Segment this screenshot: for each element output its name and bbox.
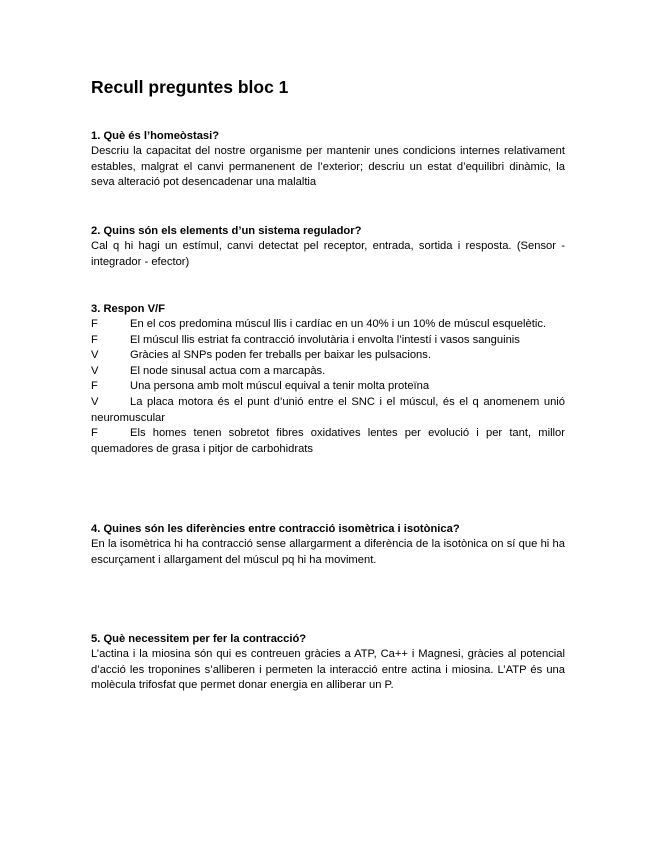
answer-mark: V	[91, 364, 99, 377]
question-3	[91, 301, 565, 457]
answer-mark: V	[91, 349, 99, 362]
true-false-item	[91, 348, 565, 364]
statement-text: Els homes tenen sobretot fibres oxidatives lentes per evolució i per tant, millor quemadores de grasa i pitjor de carbohidrats	[91, 427, 565, 455]
question-2	[91, 223, 565, 270]
question-4-answer: En la isomètrica hi ha contracció sense allargarment a diferència de la isotònica on sí que hi ha escurçament i allargament del múscul pq hi ha moviment.	[91, 538, 565, 566]
true-false-list	[91, 317, 565, 457]
question-5	[91, 631, 565, 694]
question-1	[91, 128, 565, 191]
statement-text: El múscul llis estriat fa contracció involutària i envolta l’intestí i vasos sanguinis	[130, 333, 520, 346]
question-4-heading: 4. Quines són les diferències entre contracció isomètrica i isotònica?	[91, 523, 460, 535]
answer-mark: F	[91, 318, 98, 330]
statement-text: Una persona amb molt múscul equival a tenir molta proteïna	[130, 380, 430, 393]
question-5-answer: L’actina i la miosina són qui es contreuen gràcies a ATP, Ca++ i Magnesi, gràcies al potencial d’acció les troponines s’alliberen i permeten la interacció entre actina i miosina. L’ATP és una molècula trifosfat que permet donar energia en alliberar un P.	[91, 648, 565, 692]
statement-text: La placa motora és el punt d’unió entre el SNC i el múscul, és el q anomenem unió neuromuscular	[91, 395, 565, 424]
question-5-heading: 5. Què necessitem per fer la contracció?	[91, 633, 307, 645]
question-1-heading: 1. Què és l’homeòstasi?	[91, 130, 220, 142]
answer-mark: F	[91, 333, 98, 346]
question-2-answer: Cal q hi hagi un estímul, canvi detectat pel receptor, entrada, sortida i resposta. (Sensor - integrador - efector)	[91, 240, 565, 268]
question-3-heading: 3. Respon V/F	[91, 303, 165, 315]
question-4	[91, 521, 565, 568]
statement-text: Gràcies al SNPs poden fer treballs per baixar les pulsacions.	[130, 349, 431, 362]
answer-mark: F	[91, 427, 98, 440]
true-false-item	[91, 379, 565, 395]
answer-mark: V	[91, 395, 99, 408]
true-false-item	[91, 333, 565, 349]
true-false-item	[91, 395, 565, 426]
true-false-item	[91, 317, 565, 333]
true-false-item	[91, 364, 565, 380]
statement-text: En el cos predomina múscul llis i cardíac en un 40% i un 10% de múscul esquelètic.	[130, 318, 547, 330]
statement-text: El node sinusal actua com a marcapàs.	[130, 364, 326, 377]
true-false-item	[91, 426, 565, 457]
document-title: Recull preguntes bloc 1	[91, 77, 289, 97]
question-1-answer: Descriu la capacitat del nostre organisme per mantenir unes condicions internes relativament estables, malgrat el canvi permanenent de l’exterior; descriu un estat d’equilibri dinàmic, la seva alteració pot desencadenar una malaltia	[91, 145, 565, 189]
question-2-heading: 2. Quins són els elements d’un sistema regulador?	[91, 225, 362, 237]
answer-mark: F	[91, 380, 98, 393]
